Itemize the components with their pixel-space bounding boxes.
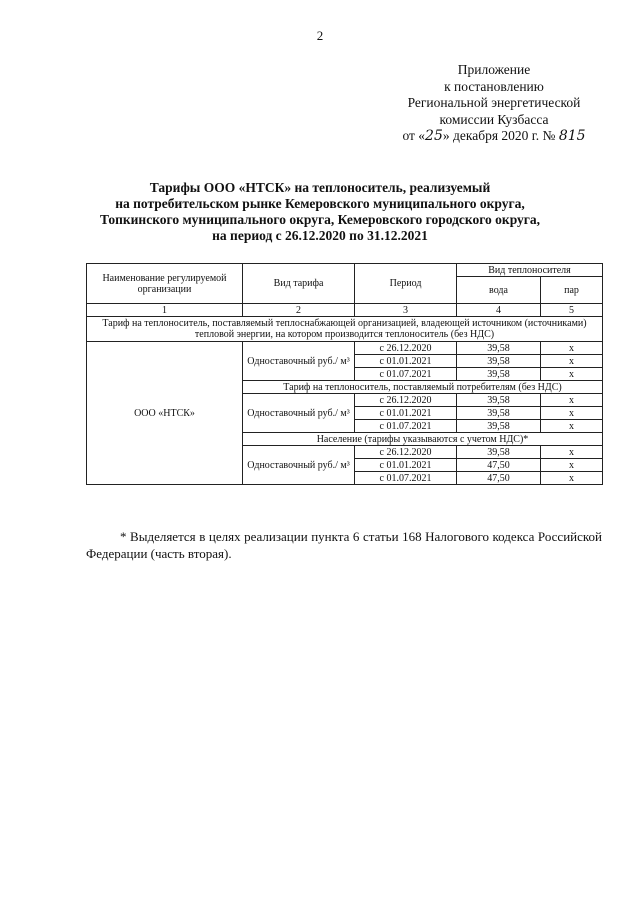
- date-day: 25: [425, 128, 443, 144]
- header-carrier: Вид теплоносителя: [457, 264, 603, 277]
- tariffs-table: [86, 263, 603, 485]
- header-org: Наименование регулируемой организации: [87, 264, 243, 304]
- water-value: 39,58: [457, 342, 541, 355]
- appendix-line: Региональной энергетической: [407, 95, 581, 110]
- steam-value: x: [541, 342, 603, 355]
- water-value: 39,58: [457, 355, 541, 368]
- steam-value: x: [541, 472, 603, 485]
- appendix-line: Приложение: [457, 62, 531, 77]
- steam-value: x: [541, 446, 603, 459]
- period-cell: с 01.01.2021: [355, 355, 457, 368]
- period-cell: с 01.01.2021: [355, 407, 457, 420]
- water-value: 39,58: [457, 368, 541, 381]
- title-line: Тарифы ООО «НТСК» на теплоноситель, реализуемый: [149, 180, 491, 195]
- column-number: 1: [87, 304, 243, 317]
- section-heading: Тариф на теплоноситель, поставляемый теплоснабжающей организацией, владеющей источником (источниками) тепловой энергии, на котором производится теплоноситель (без НДС): [87, 317, 603, 342]
- water-value: 47,50: [457, 472, 541, 485]
- period-cell: с 26.12.2020: [355, 394, 457, 407]
- tariff-type-cell: Одноставочный руб./ м³: [243, 446, 355, 485]
- steam-value: x: [541, 355, 603, 368]
- title-line: на потребительском рынке Кемеровского муниципального округа,: [115, 196, 525, 211]
- header-water: вода: [457, 277, 541, 304]
- document-title: [60, 180, 580, 244]
- period-cell: с 01.07.2021: [355, 420, 457, 433]
- steam-value: x: [541, 407, 603, 420]
- period-cell: с 01.07.2021: [355, 368, 457, 381]
- water-value: 39,58: [457, 420, 541, 433]
- header-steam: пар: [541, 277, 603, 304]
- period-cell: с 26.12.2020: [355, 446, 457, 459]
- steam-value: x: [541, 368, 603, 381]
- column-number: 5: [541, 304, 603, 317]
- column-number: 3: [355, 304, 457, 317]
- appendix-block: [394, 62, 594, 145]
- title-line: на период с 26.12.2020 по 31.12.2021: [212, 228, 428, 243]
- page-number: 2: [316, 28, 324, 43]
- section-heading: Тариф на теплоноситель, поставляемый потребителям (без НДС): [243, 381, 603, 394]
- water-value: 47,50: [457, 459, 541, 472]
- appendix-date-line: [394, 128, 594, 145]
- appendix-line: к постановлению: [444, 78, 544, 94]
- period-cell: с 01.01.2021: [355, 459, 457, 472]
- water-value: 39,58: [457, 407, 541, 420]
- footnote: * Выделяется в целях реализации пункта 6 статьи 168 Налогового кодекса Российской Федерации (часть вторая).: [86, 529, 602, 561]
- tariff-type-cell: Одноставочный руб./ м³: [243, 394, 355, 433]
- date-suffix: » декабря 2020 г. №: [442, 128, 556, 143]
- header-period: Период: [355, 264, 457, 304]
- appendix-line: комиссии Кузбасса: [439, 111, 549, 127]
- water-value: 39,58: [457, 446, 541, 459]
- date-prefix: от «: [402, 128, 426, 143]
- column-number: 4: [457, 304, 541, 317]
- period-cell: с 26.12.2020: [355, 342, 457, 355]
- organization-cell: ООО «НТСК»: [87, 342, 243, 485]
- section-heading: Население (тарифы указываются с учетом НДС)*: [243, 433, 603, 446]
- steam-value: x: [541, 394, 603, 407]
- tariff-type-cell: Одноставочный руб./ м³: [243, 342, 355, 381]
- resolution-number: 815: [558, 128, 586, 144]
- water-value: 39,58: [457, 394, 541, 407]
- column-number: 2: [243, 304, 355, 317]
- title-line: Топкинского муниципального округа, Кемеровского городского округа,: [99, 212, 541, 227]
- period-cell: с 01.07.2021: [355, 472, 457, 485]
- header-tariff-type: Вид тарифа: [243, 264, 355, 304]
- steam-value: x: [541, 459, 603, 472]
- steam-value: x: [541, 420, 603, 433]
